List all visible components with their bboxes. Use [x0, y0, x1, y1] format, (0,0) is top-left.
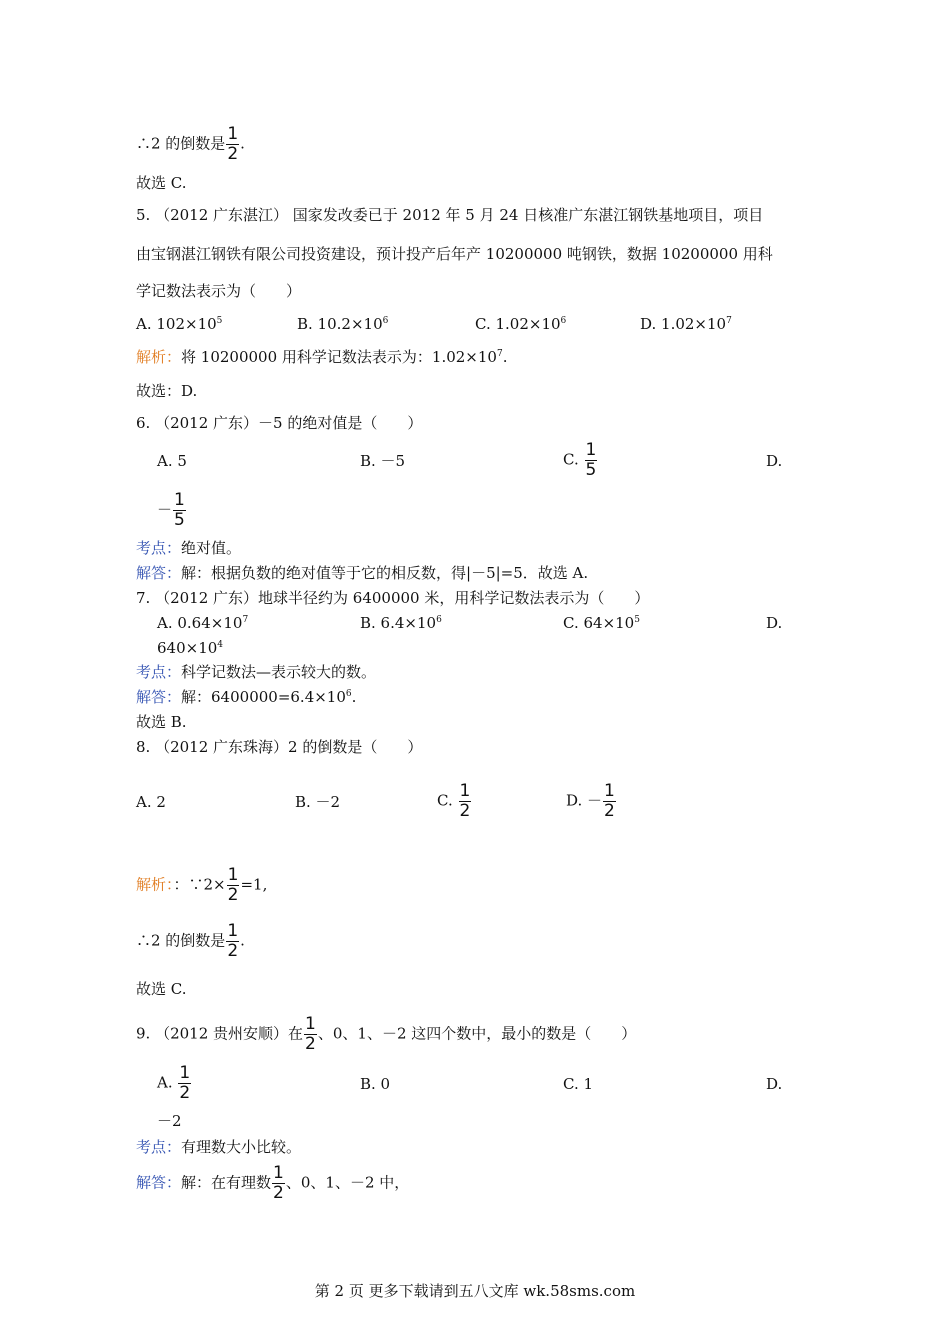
q9-option-b: B. 0 [360, 1075, 391, 1093]
q7-option-c: C. $64\times 10^5$ [563, 614, 640, 632]
fraction-one-fifth: $\frac{1}{5}$ [174, 490, 185, 530]
fraction-one-half: $\frac{1}{2}$ [604, 781, 615, 821]
top-answer: 故选 C. [136, 174, 187, 192]
q8-analysis: 解析：：∵2× $\frac{1}{2}$ =1, [136, 865, 268, 905]
q6-option-a: A. 5 [157, 452, 187, 470]
q5-option-c: C. $1.02\times 10^6$ [475, 315, 567, 333]
q9-option-d-value: －2 [157, 1112, 182, 1130]
q6-option-c: C. $\frac{1}{5}$ [563, 440, 597, 480]
fraction-one-half: $\frac{1}{2}$ [227, 865, 239, 905]
q9-kaodian: 考点：有理数大小比较。 [136, 1138, 302, 1156]
q5-analysis: 解析：将 10200000 用科学记数法表示为：$1.02\times 10^7$. [136, 348, 508, 366]
analysis-label: 解析： [136, 875, 174, 894]
q8-option-d: D. － $\frac{1}{2}$ [566, 781, 615, 821]
fraction-one-half: $\frac{1}{2}$ [227, 124, 239, 164]
q6-kaodian: 考点：绝对值。 [136, 539, 242, 557]
fraction-one-half: $\frac{1}{2}$ [305, 1014, 316, 1054]
q5-stem-line3: 学记数法表示为（ ） [136, 282, 302, 300]
q5-option-a: A. $102\times 10^5$ [136, 315, 223, 333]
q6-jieda: 解答：解：根据负数的绝对值等于它的相反数，得|－5|=5．故选 A. [136, 564, 589, 582]
q6-stem: 6. （2012 广东）－5 的绝对值是（ ） [136, 414, 423, 432]
q7-option-a: A. $0.64\times 10^7$ [157, 614, 249, 632]
q5-stem-line2: 由宝钢湛江钢铁有限公司投资建设，预计投产后年产 10200000 吨钢铁，数据 10200000 用科 [136, 245, 773, 263]
q9-jieda: 解答：解：在有理数 $\frac{1}{2}$ 、0、1、－2 中， [136, 1163, 410, 1203]
fraction-one-fifth: $\frac{1}{5}$ [585, 440, 597, 480]
analysis-label: 解析： [136, 348, 182, 366]
fraction-one-half: $\frac{1}{2}$ [227, 921, 239, 961]
q8-option-a: A. 2 [136, 793, 166, 811]
jieda-label: 解答： [136, 1173, 182, 1192]
q5-answer: 故选：D. [136, 382, 198, 400]
jieda-label: 解答： [136, 564, 182, 582]
kaodian-label: 考点： [136, 1138, 182, 1156]
kaodian-label: 考点： [136, 663, 182, 681]
q6-option-b: B. －5 [360, 452, 406, 470]
jieda-label: 解答： [136, 688, 182, 706]
q8-option-c: C. $\frac{1}{2}$ [437, 781, 471, 821]
q7-option-d-value: $640\times 10^4$ [157, 639, 224, 657]
q7-answer: 故选 B. [136, 713, 187, 731]
q8-stem: 8. （2012 广东珠海）2 的倒数是（ ） [136, 738, 423, 756]
q5-stem-line1: 5. （2012 广东湛江） 国家发改委已于 2012 年 5 月 24 日核准广东湛江钢铁基地项目，项目 [136, 206, 764, 224]
q9-option-d: D. [766, 1075, 783, 1093]
q8-answer: 故选 C. [136, 980, 187, 998]
q8-conclusion: ∴2 的倒数是 $\frac{1}{2}$ . [136, 921, 245, 961]
kaodian-label: 考点： [136, 539, 182, 557]
q5-option-d: D. $1.02\times 10^7$ [640, 315, 732, 333]
top-conclusion: ∴2 的倒数是 $\frac{1}{2}$ . [136, 124, 245, 164]
q8-option-b: B. －2 [295, 793, 341, 811]
q9-option-c: C. 1 [563, 1075, 594, 1093]
q9-option-a: A. $\frac{1}{2}$ [157, 1063, 191, 1103]
q9-stem: 9. （2012 贵州安顺）在 $\frac{1}{2}$ 、0、1、－2 这四个数中，最小的数是（ ） [136, 1014, 637, 1054]
fraction-one-half: $\frac{1}{2}$ [459, 781, 471, 821]
page-footer: 第 2 页 更多下载请到五八文库 wk.58sms.com [314, 1282, 636, 1300]
q7-jieda: 解答：解：$6400000=6.4\times 10^6$. [136, 688, 357, 706]
q6-option-d: D. [766, 452, 783, 470]
fraction-one-half: $\frac{1}{2}$ [273, 1163, 284, 1203]
q7-stem: 7. （2012 广东）地球半径约为 6400000 米，用科学记数法表示为（ ） [136, 589, 650, 607]
fraction-one-half: $\frac{1}{2}$ [179, 1063, 191, 1103]
q5-option-b: B. $10.2\times 10^6$ [297, 315, 389, 333]
q7-option-b: B. $6.4\times 10^6$ [360, 614, 442, 632]
q7-kaodian: 考点：科学记数法—表示较大的数。 [136, 663, 377, 681]
q7-option-d: D. [766, 614, 783, 632]
q6-option-d-value: － $\frac{1}{5}$ [157, 490, 185, 530]
